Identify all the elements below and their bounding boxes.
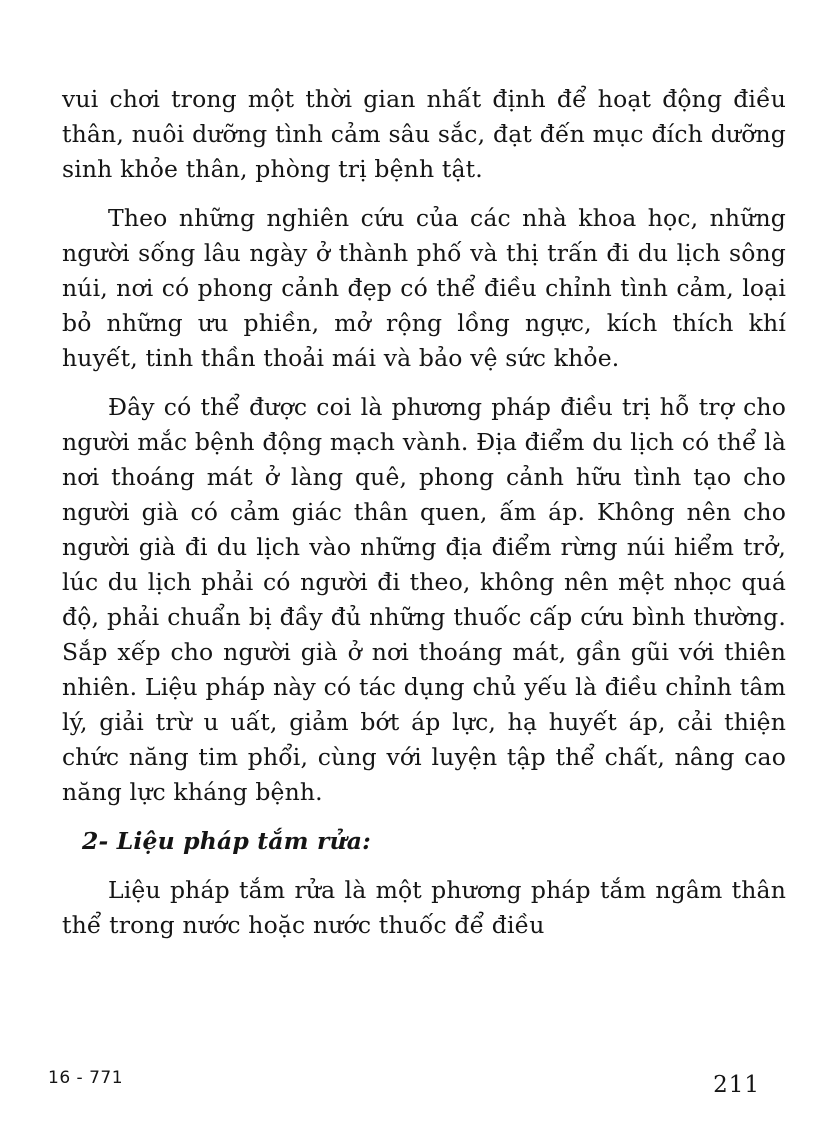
paragraph-bathing: Liệu pháp tắm rửa là một phương pháp tắm ngâm thân thể trong nước hoặc nước thuốc để điều: [62, 876, 786, 939]
page-number: 211: [713, 1072, 760, 1098]
paragraph-research: Theo những nghiên cứu của các nhà khoa học, những người sống lâu ngày ở thành phố và thị trấn đi du lịch sông núi, nơi có phong cảnh đẹp có thể điều chỉnh tình cảm, loại bỏ những ưu phiền, mở rộng lồng ngực, kích thích khí huyết, tinh thần thoải mái và bảo vệ sức khỏe.: [62, 204, 786, 372]
signature-mark: 16 - 771: [48, 1068, 124, 1088]
paragraph-continuation: vui chơi trong một thời gian nhất định để hoạt động điều thân, nuôi dưỡng tình cảm sâu sắc, đạt đến mục đích dưỡng sinh khỏe thân, phòng trị bệnh tật.: [62, 85, 786, 183]
paragraph-therapy: Đây có thể được coi là phương pháp điều trị hỗ trợ cho người mắc bệnh động mạch vành. Địa điểm du lịch có thể là nơi thoáng mát ở làng quê, phong cảnh hữu tình tạo cho người già có cảm giác thân quen, ấm áp. Không nên cho người già đi du lịch vào những địa điểm rừng núi hiểm trở, lúc du lịch phải có người đi theo, không nên mệt nhọc quá độ, phải chuẩn bị đầy đủ những thuốc cấp cứu bình thường. Sắp xếp cho người già ở nơi thoáng mát, gần gũi với thiên nhiên. Liệu pháp này có tác dụng chủ yếu là điều chỉnh tâm lý, giải trừ u uất, giảm bớt áp lực, hạ huyết áp, cải thiện chức năng tim phổi, cùng với luyện tập thể chất, nâng cao năng lực kháng bệnh.: [62, 393, 787, 806]
section-heading: 2- Liệu pháp tắm rửa:: [82, 827, 371, 855]
page-body: [62, 82, 786, 957]
